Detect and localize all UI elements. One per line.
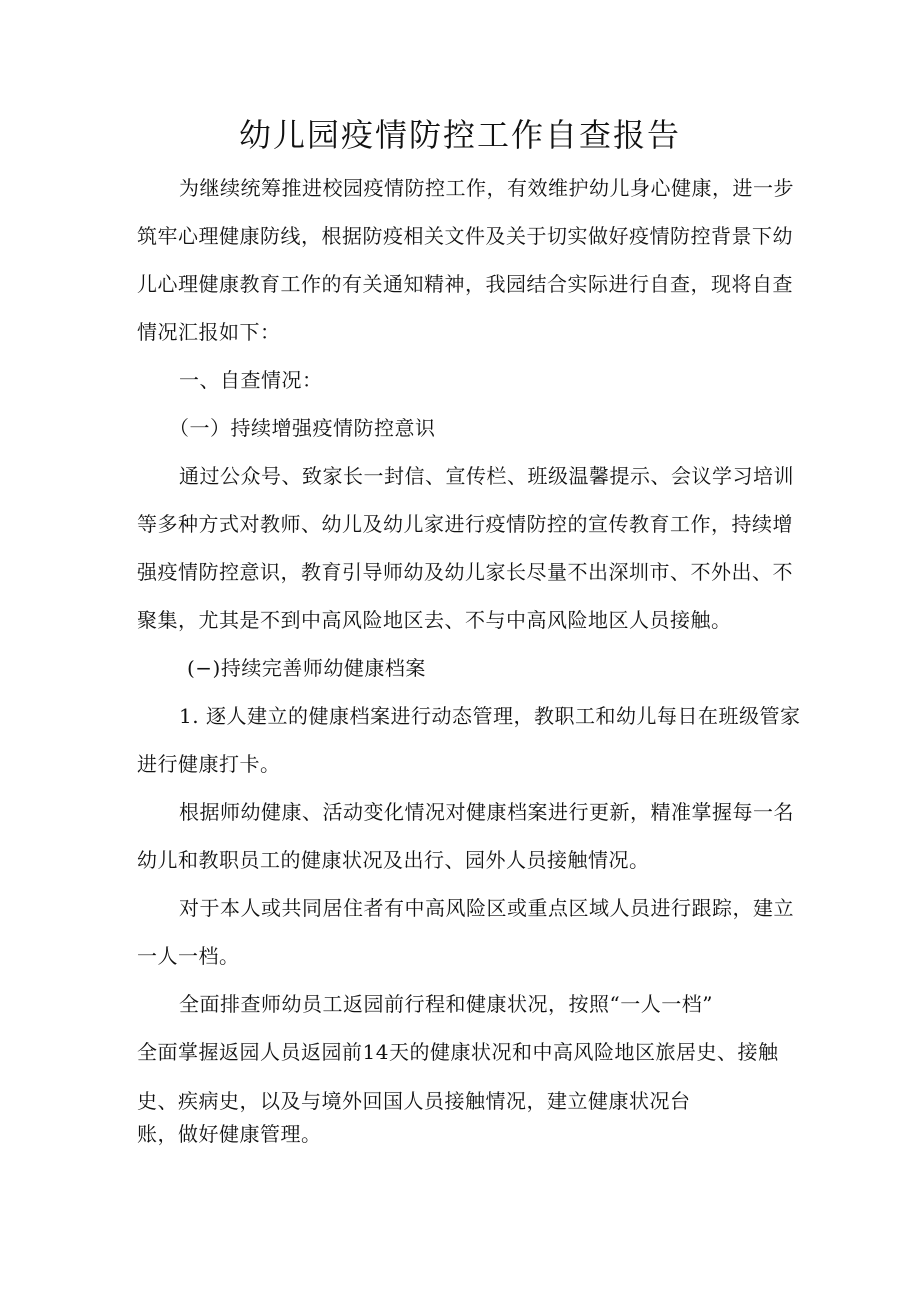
paragraph-line: 根据师幼健康、活动变化情况对健康档案进行更新，精准掌握每一名	[179, 800, 794, 824]
paragraph-line: 筑牢心理健康防线，根据防疫相关文件及关于切实做好疫情防控背景下幼	[137, 224, 793, 248]
paragraph-line: 为继续统筹推进校园疫情防控工作，有效维护幼儿身心健康，进一步	[179, 176, 794, 200]
paragraph-line: 全面掌握返园人员返园前14天的健康状况和中高风险地区旅居史、接触	[137, 1040, 779, 1064]
document-title: 幼儿园疫情防控工作自查报告	[238, 116, 681, 154]
paragraph-line: 聚集，尤其是不到中高风险地区去、不与中高风险地区人员接触。	[137, 608, 732, 632]
paragraph-line: 1. 逐人建立的健康档案进行动态管理，教职工和幼儿每日在班级管家	[179, 704, 801, 728]
paragraph-line: 通过公众号、致家长一封信、宣传栏、班级温馨提示、会议学习培训	[179, 464, 794, 488]
paragraph-line: 史、疾病史，以及与境外回国人员接触情况，建立健康状况台	[137, 1089, 691, 1113]
subsection-heading: （一）持续增强疫情防控意识	[169, 416, 436, 440]
paragraph-line: 全面排查师幼员工返园前行程和健康状况，按照“一人一档”	[179, 992, 713, 1016]
paragraph-line: 进行健康打卡。	[137, 752, 281, 776]
paragraph-line: 账，做好健康管理。	[137, 1122, 322, 1146]
paragraph-line: 等多种方式对教师、幼儿及幼儿家进行疫情防控的宣传教育工作，持续增	[137, 512, 793, 536]
paragraph-line: 幼儿和教职员工的健康状况及出行、园外人员接触情况。	[137, 848, 650, 872]
paragraph-line: 强疫情防控意识，教育引导师幼及幼儿家长尽量不出深圳市、不外出、不	[137, 560, 793, 584]
paragraph-line: 情况汇报如下：	[137, 320, 281, 344]
paragraph-line: 对于本人或共同居住者有中高风险区或重点区域人员进行跟踪，建立	[179, 896, 794, 920]
paragraph-line: 一人一档。	[137, 944, 240, 968]
paragraph-line: 儿心理健康教育工作的有关通知精神，我园结合实际进行自查，现将自查	[137, 272, 793, 296]
section-heading: 一、自查情况：	[179, 368, 323, 392]
subsection-heading: (−)持续完善师幼健康档案	[187, 656, 426, 680]
